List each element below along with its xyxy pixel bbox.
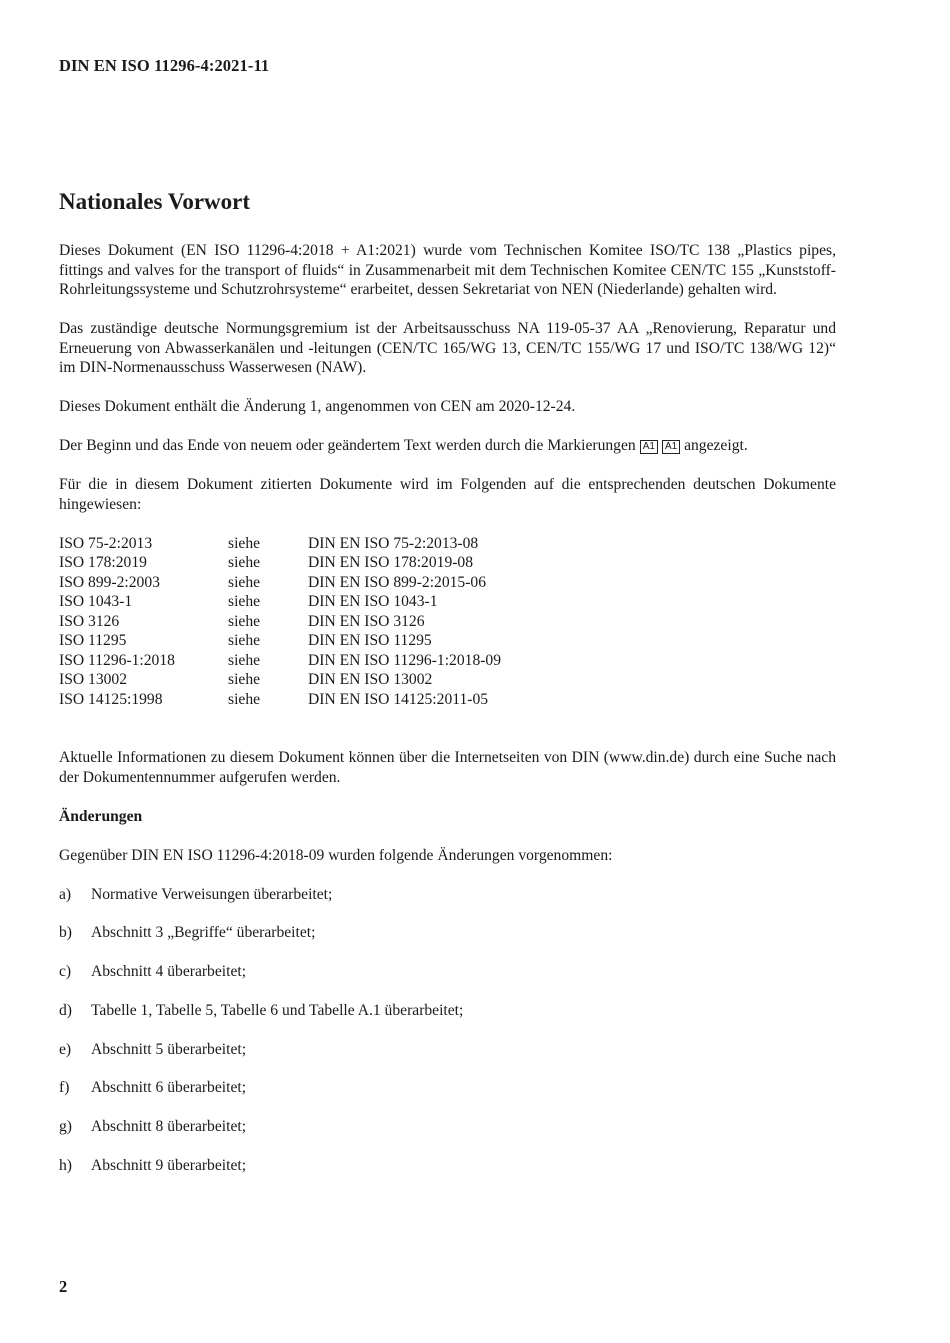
list-item-text: Abschnitt 5 überarbeitet;: [91, 1040, 247, 1058]
reference-din: DIN EN ISO 3126: [308, 612, 425, 630]
paragraph-din-info: Aktuelle Informationen zu diesem Dokument können über die Internetseiten von DIN (www.din.de) durch eine Suche nach der Dokumentennummer aufgerufen werden.: [59, 749, 836, 786]
reference-see: siehe: [228, 632, 261, 649]
list-item-text: Abschnitt 8 überarbeitet;: [91, 1118, 247, 1136]
page-number: 2: [59, 1277, 68, 1296]
list-item: [59, 962, 836, 982]
reference-see: siehe: [228, 573, 261, 591]
paragraph-markers-text: Der Beginn und das Ende von neuem oder geändertem Text werden durch die Markierungen: [59, 437, 636, 454]
amendment-start-marker-icon: A1: [640, 440, 658, 454]
changes-heading: Änderungen: [59, 807, 143, 825]
table-row: [59, 670, 501, 690]
table-row: [59, 631, 501, 651]
table-row: [59, 573, 501, 593]
list-item: [59, 1156, 836, 1176]
reference-din: DIN EN ISO 13002: [308, 671, 433, 688]
references-table: [59, 534, 501, 710]
reference-see: siehe: [228, 534, 261, 552]
table-row: [59, 553, 501, 573]
list-item-label: c): [59, 963, 72, 981]
reference-iso: ISO 1043-1: [59, 593, 133, 610]
list-item-text: Abschnitt 6 überarbeitet;: [91, 1079, 247, 1097]
reference-din: DIN EN ISO 1043-1: [308, 593, 438, 610]
reference-din: DIN EN ISO 899-2:2015-06: [308, 573, 487, 591]
reference-din: DIN EN ISO 178:2019-08: [308, 554, 474, 571]
reference-see: siehe: [228, 651, 261, 669]
list-item-text: Normative Verweisungen überarbeitet;: [91, 885, 333, 903]
list-item: [59, 1040, 836, 1060]
reference-see: siehe: [228, 554, 261, 571]
reference-iso: ISO 3126: [59, 612, 120, 630]
table-row: [59, 612, 501, 632]
list-item-label: f): [59, 1079, 70, 1097]
reference-see: siehe: [228, 690, 261, 708]
reference-iso: ISO 11295: [59, 632, 127, 649]
list-item-label: a): [59, 885, 72, 903]
reference-iso: ISO 178:2019: [59, 554, 147, 571]
reference-see: siehe: [228, 612, 261, 630]
paragraph-markers-end-text: angezeigt.: [684, 437, 748, 454]
paragraph-amendment: Dieses Dokument enthält die Änderung 1, angenommen von CEN am 2020-12-24.: [59, 398, 576, 415]
reference-din: DIN EN ISO 14125:2011-05: [308, 690, 489, 708]
page-title: Nationales Vorwort: [59, 189, 251, 214]
document-body: [59, 241, 836, 1195]
amendment-end-marker-icon: A1: [662, 440, 680, 454]
list-item-label: b): [59, 924, 72, 942]
reference-iso: ISO 13002: [59, 671, 128, 688]
list-item-label: g): [59, 1118, 72, 1136]
reference-see: siehe: [228, 593, 261, 610]
table-row: [59, 592, 501, 612]
reference-see: siehe: [228, 671, 261, 688]
list-item: [59, 885, 836, 905]
list-item-label: e): [59, 1040, 72, 1058]
paragraph-committee: Dieses Dokument (EN ISO 11296-4:2018 + A1:2021) wurde vom Technischen Komitee ISO/TC 138 „Plastics pipes, fittings and valves for the transport of fluids“ in Zusammenarbeit mit dem Technischen Komitee CEN/TC 155 „Kunststoff-Rohrleitungssysteme und Schutzrohrsysteme“ erarbeitet, dessen Sekretariat von NEN (Niederlande) gehalten wird.: [59, 242, 836, 298]
reference-din: DIN EN ISO 11295: [308, 632, 432, 649]
list-item: [59, 1078, 836, 1098]
changes-list: [59, 885, 836, 1176]
list-item-text: Abschnitt 9 überarbeitet;: [91, 1157, 247, 1175]
reference-iso: ISO 14125:1998: [59, 690, 163, 708]
document-page: [59, 0, 836, 1343]
list-item-label: d): [59, 1001, 72, 1019]
list-item-text: Abschnitt 3 „Begriffe“ überarbeitet;: [91, 924, 316, 942]
list-item-text: Abschnitt 4 überarbeitet;: [91, 963, 247, 981]
paragraph-markers: [59, 436, 836, 456]
table-row: [59, 651, 501, 671]
reference-din: DIN EN ISO 11296-1:2018-09: [308, 651, 502, 669]
reference-iso: ISO 899-2:2003: [59, 573, 160, 591]
list-item-text: Tabelle 1, Tabelle 5, Tabelle 6 und Tabelle A.1 überarbeitet;: [91, 1001, 464, 1019]
list-item-label: h): [59, 1157, 72, 1175]
document-id-header: DIN EN ISO 11296-4:2021-11: [59, 56, 270, 75]
changes-intro: Gegenüber DIN EN ISO 11296-4:2018-09 wurden folgende Änderungen vorgenommen:: [59, 846, 613, 864]
table-row: [59, 534, 501, 554]
list-item: [59, 1001, 836, 1021]
table-row: [59, 690, 501, 710]
reference-iso: ISO 75-2:2013: [59, 534, 153, 552]
reference-din: DIN EN ISO 75-2:2013-08: [308, 534, 479, 552]
list-item: [59, 1117, 836, 1137]
list-item: [59, 923, 836, 943]
reference-iso: ISO 11296-1:2018: [59, 651, 175, 669]
paragraph-responsible-body: Das zuständige deutsche Normungsgremium ist der Arbeitsausschuss NA 119-05-37 AA „Renovierung, Reparatur und Erneuerung von Abwasserkanälen und -leitungen (CEN/TC 165/WG 13, CEN/TC 155/WG 17 und ISO/TC 138/WG 12)“ im DIN-Normenausschuss Wasserwesen (NAW).: [59, 320, 836, 376]
paragraph-references-intro: Für die in diesem Dokument zitierten Dokumente wird im Folgenden auf die entsprechenden deutschen Dokumente hingewiesen:: [59, 476, 836, 513]
